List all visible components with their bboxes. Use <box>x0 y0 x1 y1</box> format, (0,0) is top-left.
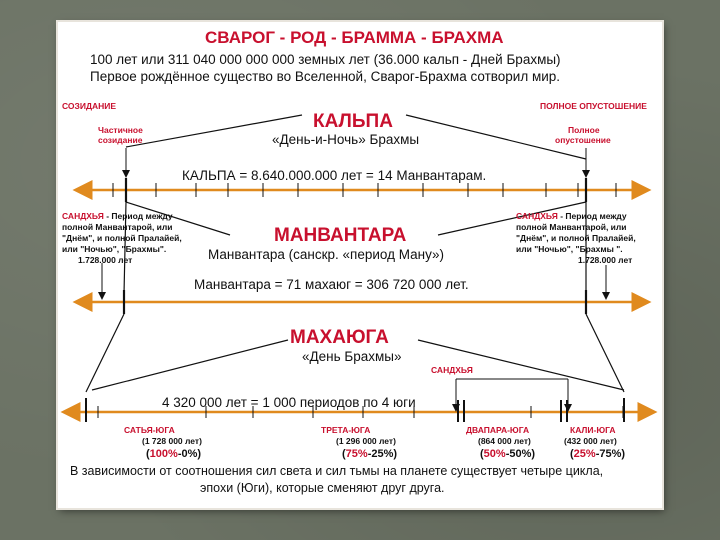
full-devastation-label-1: Полное <box>568 125 600 135</box>
kalpa-title: КАЛЬПА <box>313 111 393 132</box>
sandhya-right-line-1: - Период между <box>557 211 627 221</box>
yuga-ratio: (75%-25%) <box>342 448 398 460</box>
yuga-ratio: (100%-0%) <box>146 448 202 460</box>
yuga-light-pct: 25% <box>573 448 596 460</box>
kalpa-equation: КАЛЬПА = 8.640.000.000 лет = 14 Манвантарам. <box>182 168 487 183</box>
yuga-ratio-sep: - <box>367 448 372 460</box>
footer-line-1: В зависимости от соотношения сил света и сил тьмы на планете существует четыре цикла, <box>70 464 604 478</box>
yuga-light-pct: 100% <box>149 448 178 460</box>
manvantara-title: МАНВАНТАРА <box>274 225 407 246</box>
sandhya-small-label: САНДХЬЯ <box>431 365 473 375</box>
yuga-years: (432 000 лет) <box>564 436 617 446</box>
intro-line-2: Первое рождённое существо во Вселенной, Сварог-Брахма сотворил мир. <box>90 69 561 84</box>
sandhya-mahayuga-bracket <box>456 379 568 408</box>
sandhya-right-line-4: или "Ночью", "Брахмы ". <box>516 244 623 254</box>
sandhya-right-line-5: 1.728.000 лет <box>578 255 633 265</box>
yuga-ratio-sep: - <box>505 448 510 460</box>
partial-creation-label-1: Частичное <box>98 125 143 135</box>
yuga-light-pct: 50% <box>483 448 506 460</box>
yuga-ratio: (25%-75%) <box>570 448 626 460</box>
yuga-years: (1 728 000 лет) <box>142 436 202 446</box>
yuga-dark-pct: 50% <box>509 448 532 460</box>
yuga-name: САТЬЯ-ЮГА <box>124 425 175 435</box>
yuga-years: (1 296 000 лет) <box>336 436 396 446</box>
sandhya-left-line-5: 1.728.000 лет <box>78 255 133 265</box>
sandhya-left-line-4: или "Ночью", "Брахмы". <box>62 244 167 254</box>
yuga-dark-pct: 0% <box>181 448 198 460</box>
creation-label: СОЗИДАНИЕ <box>62 101 117 111</box>
sandhya-left-line-3: "Днём", и полной Пралайей, <box>62 233 182 243</box>
sandhya-right-line-3: "Днём", и полной Пралайей, <box>516 233 636 243</box>
yuga-ratio-sep: - <box>595 448 600 460</box>
full-devastation-label-2: опустошение <box>555 135 611 145</box>
mahayuga-title: МАХАЮГА <box>290 327 389 348</box>
yuga-years: (864 000 лет) <box>478 436 531 446</box>
manvantara-timeline <box>80 290 644 314</box>
yuga-name: ТРЕТА-ЮГА <box>321 425 371 435</box>
yuga-dark-pct: 75% <box>599 448 622 460</box>
diagram-sheet <box>58 22 662 508</box>
yuga-name: ДВАПАРА-ЮГА <box>466 425 530 435</box>
sandhya-right-line-2: полной Манвантарой, или <box>516 222 627 232</box>
mahayuga-equation: 4 320 000 лет = 1 000 периодов по 4 юги <box>162 395 416 410</box>
partial-creation-label-2: созидание <box>98 135 143 145</box>
manvantara-equation: Манвантара = 71 махаюг = 306 720 000 лет. <box>194 277 469 292</box>
yuga-light-pct: 75% <box>345 448 368 460</box>
sandhya-right-head: САНДХЬЯ <box>516 211 558 221</box>
manvantara-subtitle: Манвантара (санскр. «период Ману») <box>208 247 445 262</box>
yuga-ratio: (50%-50%) <box>480 448 536 460</box>
yuga-name: КАЛИ-ЮГА <box>570 425 616 435</box>
diagram-title: СВАРОГ - РОД - БРАММА - БРАХМА <box>205 28 504 47</box>
sandhya-left-line-2: полной Манвантарой, или <box>62 222 173 232</box>
yuga-ratio-sep: - <box>177 448 182 460</box>
intro-line-1: 100 лет или 311 040 000 000 000 земных лет (36.000 кальп - Дней Брахмы) <box>90 52 561 67</box>
devastation-label: ПОЛНОЕ ОПУСТОШЕНИЕ <box>540 101 647 111</box>
footer-line-2: эпохи (Юги), которые сменяют друг друга. <box>200 481 445 495</box>
kalpa-subtitle: «День-и-Ночь» Брахмы <box>272 132 420 147</box>
sandhya-left-line-1: - Период между <box>103 211 173 221</box>
yuga-dark-pct: 25% <box>371 448 394 460</box>
sandhya-left-head: САНДХЬЯ <box>62 211 104 221</box>
mahayuga-subtitle: «День Брахмы» <box>302 349 402 364</box>
